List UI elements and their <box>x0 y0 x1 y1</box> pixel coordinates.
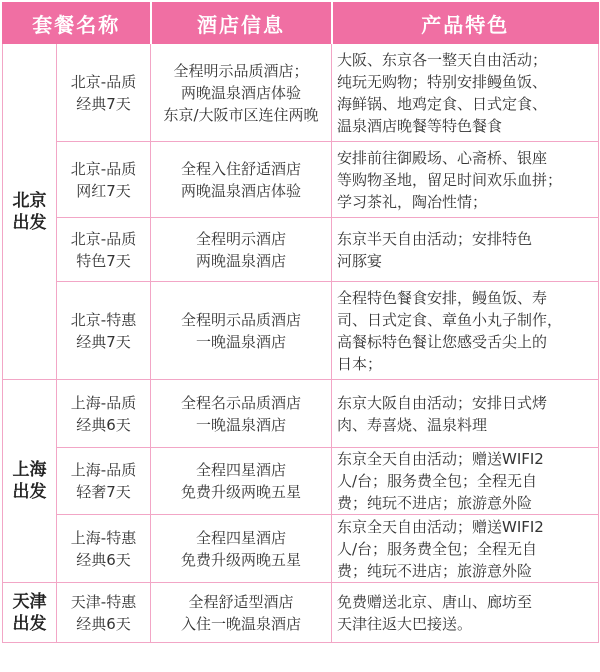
hotel-info: 全程四星酒店 免费升级两晚五星 <box>151 515 332 583</box>
hotel-info: 全程明示品质酒店 一晚温泉酒店 <box>151 282 332 380</box>
package-name: 天津-特惠 经典6天 <box>57 583 151 643</box>
table-row <box>3 142 599 218</box>
package-name: 上海-品质 经典6天 <box>57 380 151 448</box>
region-tianjin: 天津 出发 <box>3 583 57 643</box>
package-name: 北京-品质 网红7天 <box>57 142 151 218</box>
product-features: 大阪、东京各一整天自由活动； 纯玩无购物；特别安排鳗鱼饭、 海鲜锅、地鸡定食、日式定食、 温泉酒店晚餐等特色餐食 <box>332 44 599 142</box>
product-features: 东京全天自由活动；赠送WIFI2 人/台；服务费全包；全程无自 费；纯玩不进店；旅游意外险 <box>332 448 599 515</box>
product-features: 免费赠送北京、唐山、廊坊至 天津往返大巴接送。 <box>332 583 599 643</box>
package-name: 北京-品质 特色7天 <box>57 218 151 282</box>
table-row <box>3 515 599 583</box>
table-row <box>3 583 599 643</box>
product-features: 安排前往御殿场、心斋桥、银座 等购物圣地，留足时间欢乐血拼； 学习茶礼，陶冶性情； <box>332 142 599 218</box>
product-features: 东京大阪自由活动；安排日式烤 肉、寿喜烧、温泉料理 <box>332 380 599 448</box>
header-product-features: 产品特色 <box>332 3 599 44</box>
header-hotel-info: 酒店信息 <box>151 3 332 44</box>
product-features: 东京全天自由活动；赠送WIFI2 人/台；服务费全包；全程无自 费；纯玩不进店；旅游意外险 <box>332 515 599 583</box>
table-row <box>3 380 599 448</box>
hotel-info: 全程名示品质酒店 一晚温泉酒店 <box>151 380 332 448</box>
region-beijing: 北京 出发 <box>3 44 57 380</box>
product-features: 全程特色餐食安排，鳗鱼饭、寿 司、日式定食、章鱼小丸子制作， 高餐标特色餐让您感受舌尖上的 日本； <box>332 282 599 380</box>
package-name: 北京-特惠 经典7天 <box>57 282 151 380</box>
header-package-name: 套餐名称 <box>3 3 151 44</box>
table-row <box>3 44 599 142</box>
hotel-info: 全程明示酒店 两晚温泉酒店 <box>151 218 332 282</box>
package-table <box>2 2 599 643</box>
region-shanghai: 上海 出发 <box>3 380 57 583</box>
hotel-info: 全程四星酒店 免费升级两晚五星 <box>151 448 332 515</box>
table-row <box>3 218 599 282</box>
package-name: 上海-品质 轻奢7天 <box>57 448 151 515</box>
hotel-info: 全程舒适型酒店 入住一晚温泉酒店 <box>151 583 332 643</box>
product-features: 东京半天自由活动；安排特色 河豚宴 <box>332 218 599 282</box>
hotel-info: 全程入住舒适酒店 两晚温泉酒店体验 <box>151 142 332 218</box>
package-name: 上海-特惠 经典6天 <box>57 515 151 583</box>
table-row <box>3 448 599 515</box>
package-name: 北京-品质 经典7天 <box>57 44 151 142</box>
table-header-row <box>3 3 599 44</box>
table-row <box>3 282 599 380</box>
hotel-info: 全程明示品质酒店； 两晚温泉酒店体验 东京/大阪市区连住两晚 <box>151 44 332 142</box>
